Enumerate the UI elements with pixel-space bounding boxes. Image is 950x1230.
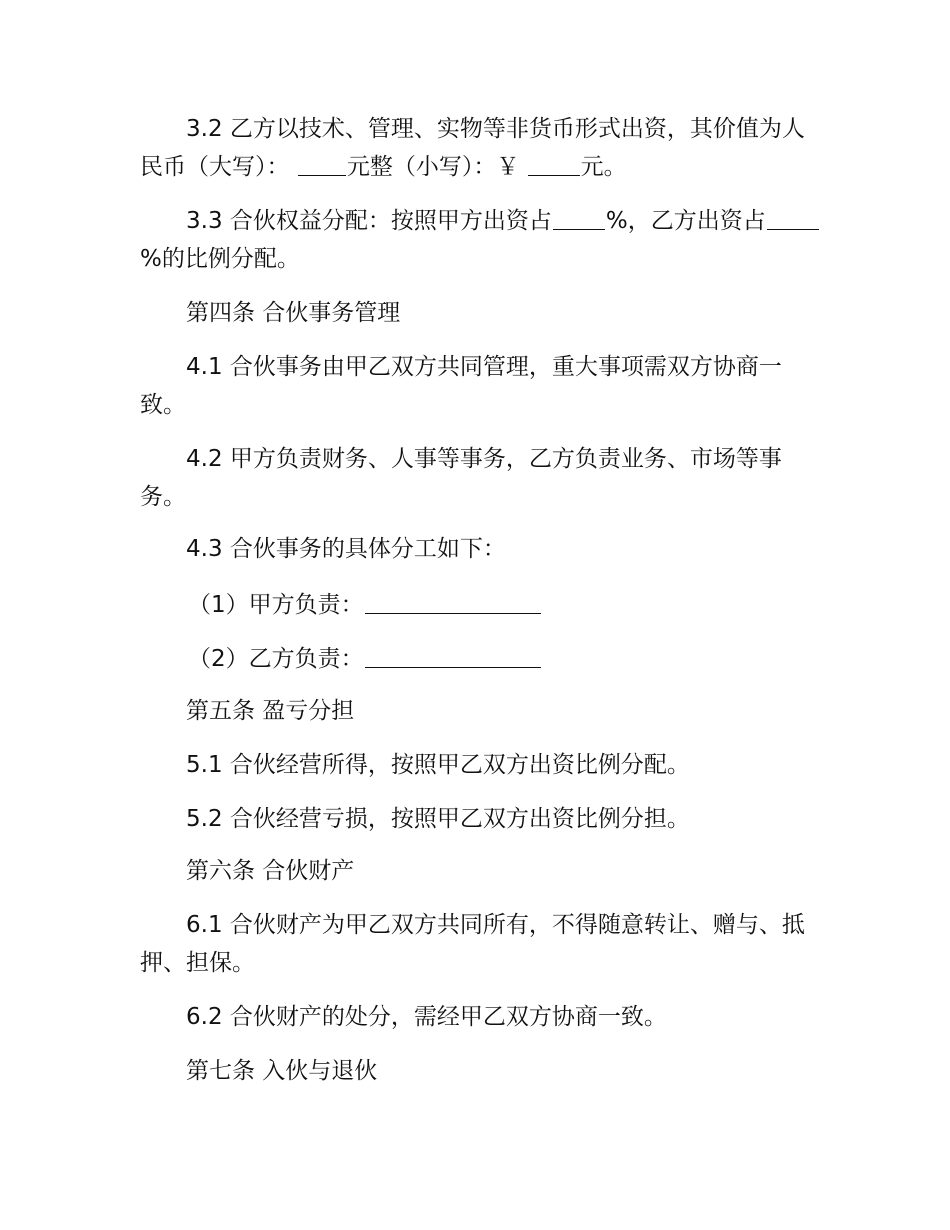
blank-amount-figures[interactable] — [528, 151, 580, 176]
clause-text: 乙方以技术、管理、实物等非货币形式出资，其价值为人民币（大写）： — [140, 116, 805, 180]
clause-4-2: 4.2 甲方负责财务、人事等事务，乙方负责业务、市场等事务。 — [140, 446, 782, 510]
blank-party-b-share[interactable] — [767, 205, 819, 230]
clause-4-3: 4.3 合伙事务的具体分工如下： — [186, 536, 506, 562]
article-4-heading: 第四条 合伙事务管理 — [186, 300, 401, 326]
clause-6-2: 6.2 合伙财产的处分，需经甲乙双方协商一致。 — [186, 1004, 667, 1030]
clause-5-2: 5.2 合伙经营亏损，按照甲乙双方出资比例分担。 — [186, 806, 690, 832]
article-5-heading: 第五条 盈亏分担 — [186, 698, 355, 724]
blank-party-a-duties[interactable] — [365, 589, 541, 614]
clause-5-1: 5.1 合伙经营所得，按照甲乙双方出资比例分配。 — [186, 752, 690, 778]
clause-text: %，乙方出资占 — [605, 208, 766, 234]
blank-party-b-duties[interactable] — [365, 643, 541, 668]
clause-3-3 — [140, 202, 820, 278]
article-7-heading: 第七条 入伙与退伙 — [186, 1058, 378, 1084]
item-label: （1）甲方负责： — [188, 592, 364, 618]
article-6-heading: 第六条 合伙财产 — [186, 858, 355, 884]
clause-number: 3.2 — [186, 116, 223, 142]
clause-number: 3.3 — [186, 208, 223, 234]
item-party-a — [188, 586, 828, 624]
clause-text: %的比例分配。 — [140, 246, 300, 272]
blank-party-a-share[interactable] — [553, 205, 605, 230]
clause-text: 元。 — [580, 154, 627, 180]
blank-amount-words[interactable] — [298, 151, 346, 176]
clause-4-1: 4.1 合伙事务由甲乙双方共同管理，重大事项需双方协商一致。 — [140, 354, 782, 418]
clause-text: 合伙权益分配：按照甲方出资占 — [229, 208, 552, 234]
clause-text: 元整（小写）：￥ — [346, 154, 520, 180]
item-label: （2）乙方负责： — [188, 646, 364, 672]
clause-6-1: 6.1 合伙财产为甲乙双方共同所有，不得随意转让、赠与、抵押、担保。 — [140, 912, 805, 976]
clause-3-2 — [140, 110, 820, 186]
item-party-b — [188, 640, 828, 678]
